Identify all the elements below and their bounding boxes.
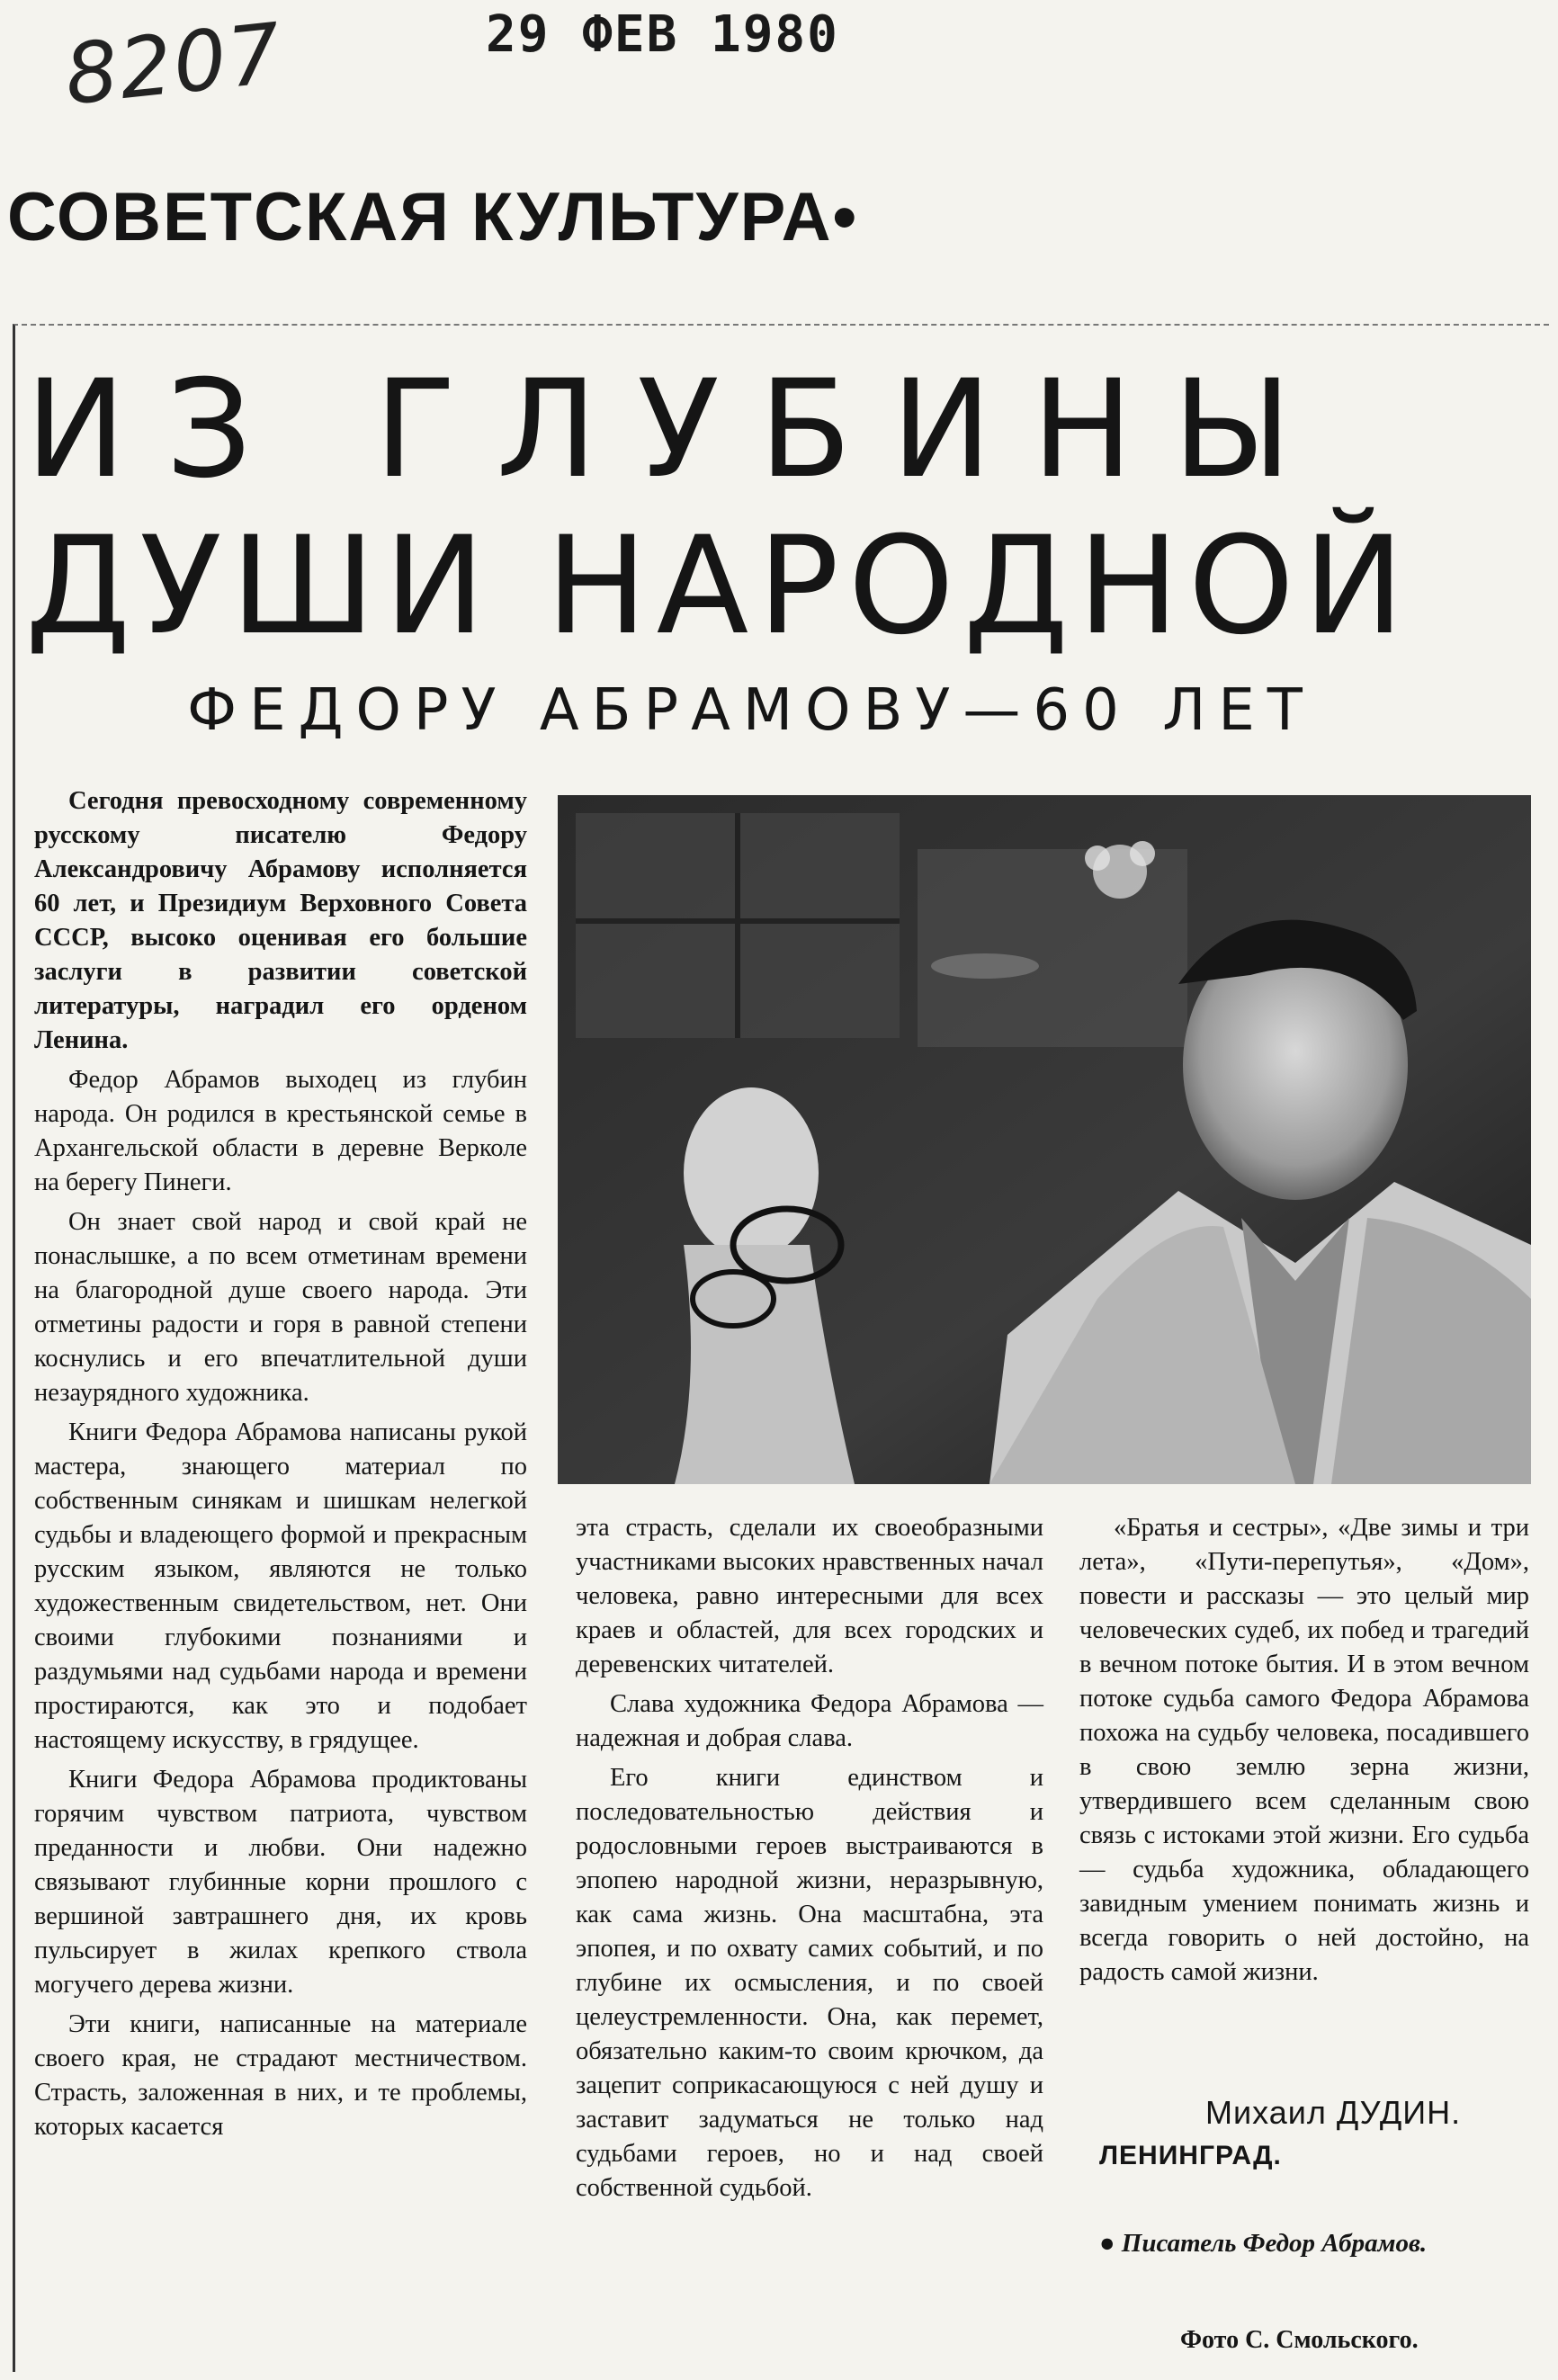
author-photo: [558, 795, 1531, 1484]
city-label: ЛЕНИНГРАД.: [1099, 2141, 1282, 2170]
subheadline: ФЕДОРУ АБРАМОВУ—60 ЛЕТ: [187, 677, 1315, 744]
headline-line-2: ДУШИ НАРОДНОЙ: [25, 508, 1414, 665]
newspaper-title: СОВЕТСКАЯ КУЛЬТУРА: [7, 179, 833, 255]
paragraph: «Братья и сестры», «Две зимы и три лета», «Пути-перепутья», «Дом», повести и рассказы — это целый мир человеческих судеб, их побед и трагедий в вечном потоке бытия. И в этом вечном потоке судьба самого Федора Абрамова похожа на судьбу человека, посадившего в свою землю зерна жизни, утвердившего всем сделанным свою связь с истоками этой жизни. Его судьба — судьба художника, обладающего завидным умением понимать жизнь и всегда говорить о ней достойно, на радость самой жизни.: [1079, 1514, 1529, 1986]
article-column-1: [34, 784, 527, 2150]
photo-caption-text: Писатель Федор Абрамов.: [1121, 2229, 1428, 2258]
photo-caption: [1099, 2225, 1531, 2261]
paragraph: Он знает свой народ и свой край не понаслышке, а по всем отметинам времени на благородной душе своего народа. Эти отметины радости и горя в равной степени коснулись и его впечатлительной души незаурядного художника.: [34, 1208, 527, 1407]
bullet-icon: ●: [1099, 2229, 1115, 2258]
paragraph: Его книги единством и последовательностью действия и родословными героев выстраиваются в эпопею народной жизни, неразрывную, как сама жизнь. Она масштабна, эта эпопея, и по охвату самих событий, и по глубине их осмысления, и по своей целеустремленности. Она, как перемет, обязательно каким-то своим крючком, да зацепит соприкасающуюся с ней душу и заставит задуматься не только над судьбами героев, но и над своей собственной судьбой.: [576, 1764, 1043, 2202]
article-column-2: [576, 1511, 1043, 2211]
date-stamp: 29 ФЕВ 1980: [486, 5, 839, 64]
paragraph: Федор Абрамов выходец из глубин народа. Он родился в крестьянской семье в Архангельской области в деревне Верколе на берегу Пинеги.: [34, 1066, 527, 1196]
author-signature: Михаил ДУДИН.: [1205, 2094, 1462, 2131]
paragraph: Слава художника Федора Абрамова — надежная и добрая слава.: [576, 1690, 1043, 1752]
paragraph: Эти книги, написанные на материале своего края, не страдают местничеством. Страсть, заложенная в них, и те проблемы, которых касается: [34, 2010, 527, 2141]
paragraph: Книги Федора Абрамова написаны рукой мастера, знающего материал по собственным синякам и шишкам нелегкой судьбы и владеющего формой и прекрасным русским языком, являются не только художественным свидетельством, нет. Они своими глубокими познаниями и раздумьями над судьбами народа и времени простираются, как это и подобает настоящему искусству, в грядущее.: [34, 1418, 527, 1754]
paragraph: Книги Федора Абрамова продиктованы горячим чувством патриота, чувством преданности и любви. Они надежно связывают глубинные корни прошлого с вершиной завтрашнего дня, их кровь пульсирует в жилах крепкого ствола могучего дерева жизни.: [34, 1766, 527, 1999]
author-photo-image: [558, 795, 1531, 1484]
paragraph: Сегодня превосходному современному русскому писателю Федору Александровичу Абрамову исполняется 60 лет, и Президиум Верховного Совета СССР, высоко оценивая его большие заслуги в развитии советской литературы, наградил его орденом Ленина.: [34, 787, 527, 1054]
handwritten-number: 8207: [60, 4, 288, 124]
paragraph: эта страсть, сделали их своеобразными участниками высоких нравственных начал человека, равно интересными для всех краев и областей, для всех городских и деревенских читателей.: [576, 1514, 1043, 1678]
headline-line-1: ИЗ ГЛУБИНЫ: [25, 352, 1331, 508]
newspaper-dot: •: [832, 179, 859, 255]
newspaper-name: [7, 178, 858, 256]
photo-credit: Фото С. Смольского.: [1180, 2326, 1419, 2354]
article-column-3: [1079, 1511, 1529, 1995]
